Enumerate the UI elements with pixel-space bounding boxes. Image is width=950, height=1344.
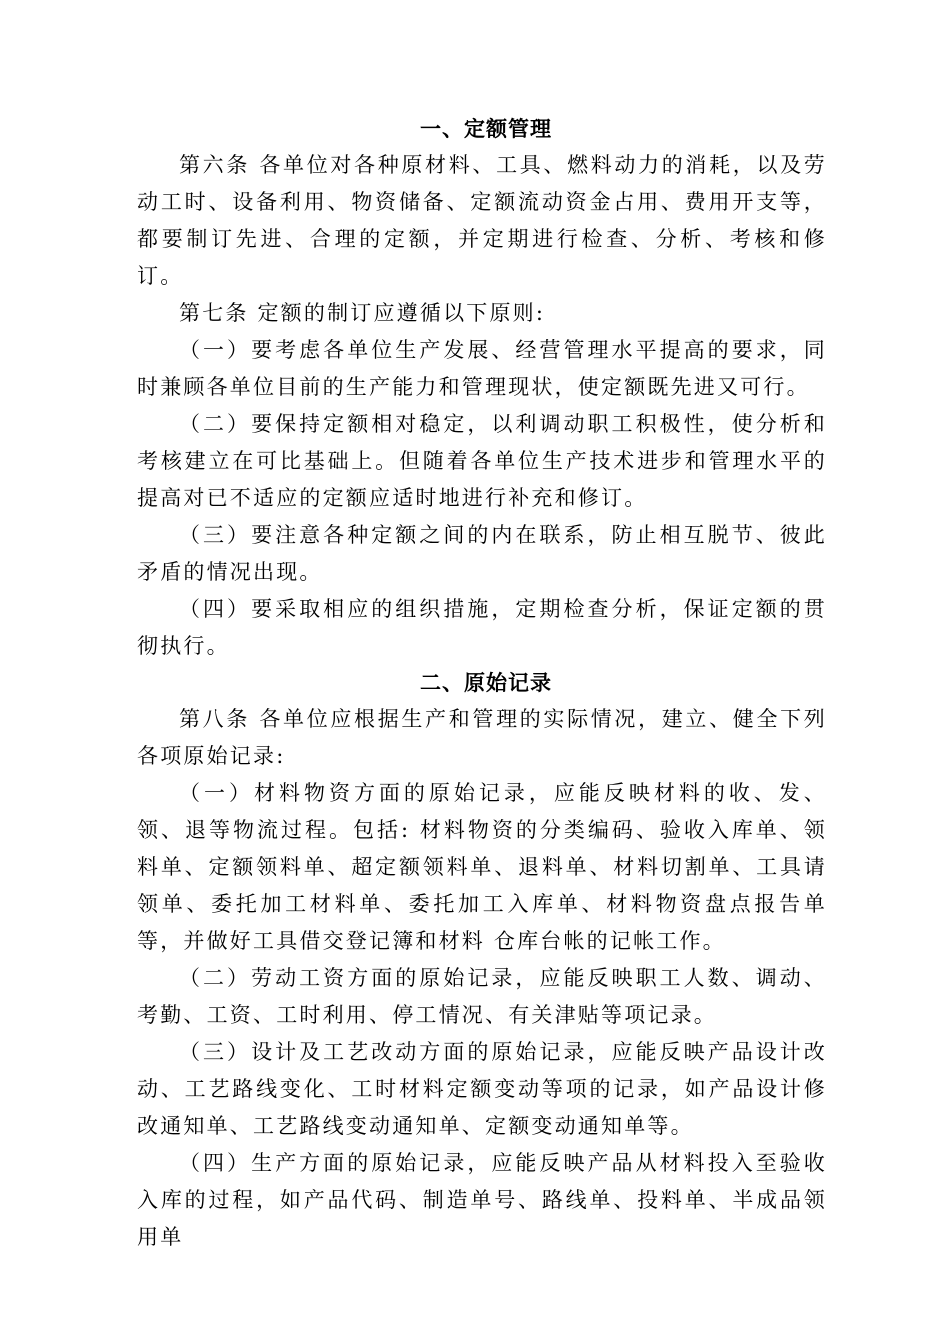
article-6: 第六条 各单位对各种原材料、工具、燃料动力的消耗，以及劳动工时、设备利用、物资储备、定额流动资金占用、费用开支等，都要制订先进、合理的定额，并定期进行检查、分析、考核和修订。	[137, 153, 827, 288]
record-item-3: （三）设计及工艺改动方面的原始记录，应能反映产品设计改动、工艺路线变化、工时材料定额变动等项的记录，如产品设计修改通知单、工艺路线变动通知单、定额变动通知单等。	[137, 1040, 827, 1138]
record-item-4: （四）生产方面的原始记录，应能反映产品从材料投入至验收入库的过程，如产品代码、制造单号、路线单、投料单、半成品领用单	[137, 1151, 827, 1249]
record-item-2: （二）劳动工资方面的原始记录，应能反映职工人数、调动、考勤、工资、工时利用、停工情况、有关津贴等项记录。	[137, 966, 827, 1027]
section-quota-management	[137, 111, 827, 665]
principle-2: （二）要保持定额相对稳定，以利调动职工积极性，使分析和考核建立在可比基础上。但随着各单位生产技术进步和管理水平的提高对已不适应的定额应适时地进行补充和修订。	[137, 412, 827, 510]
principle-3: （三）要注意各种定额之间的内在联系，防止相互脱节、彼此矛盾的情况出现。	[137, 523, 827, 584]
section-original-records	[137, 665, 827, 1256]
section-title: 一、定额管理	[420, 116, 552, 141]
record-item-1: （一）材料物资方面的原始记录，应能反映材料的收、发、领、退等物流过程。包括: 材料物资的分类编码、验收入库单、领料单、定额领料单、超定额领料单、退料单、材料切割单、工具请领单、委托加工材料单、委托加工入库单、材料物资盘点报告单等，并做好工具借交登记簿和材料 仓库台帐的记帐工作。	[137, 781, 827, 953]
article-8: 第八条 各单位应根据生产和管理的实际情况，建立、健全下列各项原始记录:	[137, 707, 827, 768]
section-title: 二、原始记录	[420, 670, 552, 695]
document-body	[137, 111, 827, 1256]
article-7: 第七条 定额的制订应遵循以下原则:	[179, 301, 546, 325]
principle-1: （一）要考虑各单位生产发展、经营管理水平提高的要求，同时兼顾各单位目前的生产能力和管理现状，使定额既先进又可行。	[137, 338, 827, 399]
principle-4: （四）要采取相应的组织措施，定期检查分析，保证定额的贯彻执行。	[137, 597, 827, 658]
